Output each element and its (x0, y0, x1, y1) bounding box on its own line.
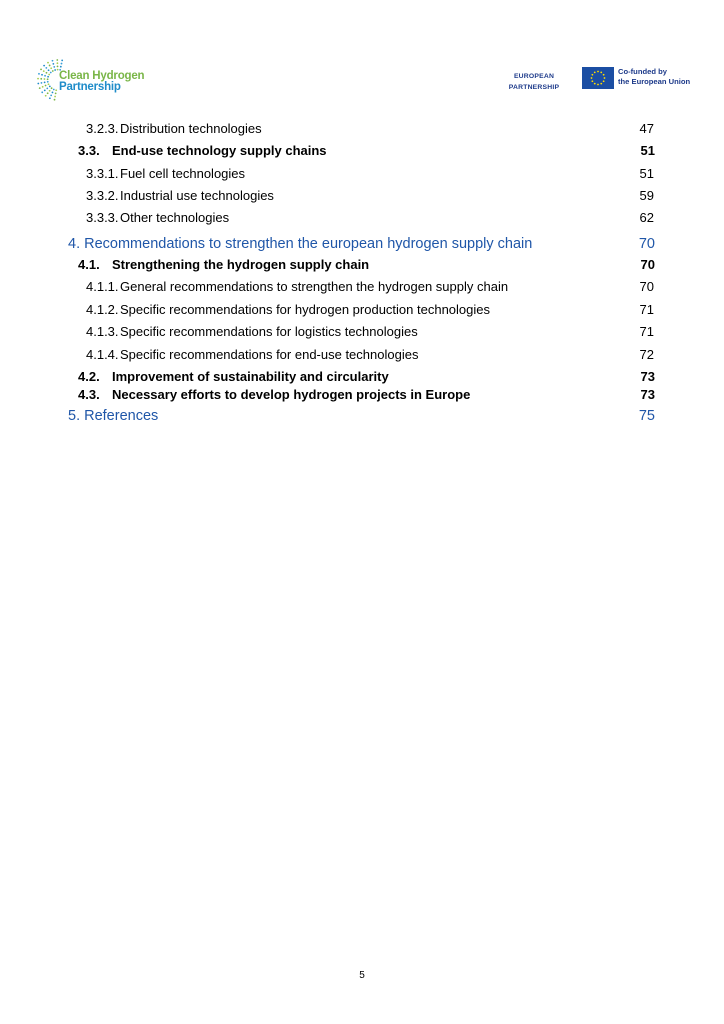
toc-entry-page: 47 (639, 121, 654, 136)
toc-entry-page: 71 (639, 302, 654, 317)
eu-line-2: the European Union (618, 77, 691, 86)
toc-entry-page: 73 (640, 369, 655, 384)
logo-wordmark (59, 71, 144, 93)
toc-entry-4-1-3[interactable] (0, 324, 724, 344)
eu-cofunded-label (618, 67, 690, 87)
toc-entry-number: 3.3. (78, 143, 100, 158)
toc-entry-4-2[interactable] (0, 369, 724, 389)
toc-entry-3-3-1[interactable] (0, 166, 724, 186)
toc-entry-3-3-3[interactable] (0, 210, 724, 230)
toc-entry-page: 70 (639, 279, 654, 294)
toc-entry-4-1-2[interactable] (0, 302, 724, 322)
toc-entry-page: 70 (638, 236, 655, 252)
toc-entry-3-3[interactable] (0, 143, 724, 163)
toc-section-title: 4. Recommendations to strengthen the european hydrogen supply chain (68, 236, 533, 252)
partnership-line-1: EUROPEAN (513, 73, 555, 80)
toc-entry-number: 3.2.3. (86, 121, 119, 136)
eu-flag-icon (582, 67, 614, 89)
toc-entry-title: Improvement of sustainability and circularity (112, 369, 389, 384)
clean-hydrogen-logo (36, 54, 156, 106)
page-header (0, 0, 724, 110)
toc-entry-number: 4.1.4. (86, 347, 119, 362)
toc-entry-number: 3.3.2. (86, 188, 119, 203)
toc-entry-title: Specific recommendations for end-use technologies (120, 347, 419, 362)
toc-entry-number: 4.3. (78, 387, 100, 402)
toc-entry-4[interactable] (0, 236, 724, 256)
toc-entry-title: Specific recommendations for hydrogen production technologies (120, 302, 490, 317)
page-number: 5 (359, 970, 365, 981)
toc-entry-title: Fuel cell technologies (120, 166, 246, 181)
toc-entry-4-1-1[interactable] (0, 279, 724, 299)
toc-entry-page: 51 (639, 166, 654, 181)
toc-entry-title: Strengthening the hydrogen supply chain (112, 257, 370, 272)
toc-entry-title: Specific recommendations for logistics technologies (120, 324, 418, 339)
toc-entry-page: 71 (639, 324, 654, 339)
toc-entry-title: Industrial use technologies (120, 188, 274, 203)
toc-entry-number: 4.1.2. (86, 302, 119, 317)
toc-entry-number: 3.3.1. (86, 166, 119, 181)
toc-entry-4-1[interactable] (0, 257, 724, 277)
toc-entry-number: 3.3.3. (86, 210, 119, 225)
toc-entry-page: 73 (640, 387, 655, 402)
toc-entry-title: General recommendations to strengthen the hydrogen supply chain (120, 279, 509, 294)
toc-entry-number: 4.1.3. (86, 324, 119, 339)
toc-entry-5[interactable] (0, 408, 724, 428)
toc-entry-title: Other technologies (120, 210, 230, 225)
toc-entry-3-2-3[interactable] (0, 121, 724, 141)
partnership-line-2: PARTNERSHIP (508, 84, 560, 91)
european-partnership-label (505, 71, 563, 93)
logo-line-2: Partnership (59, 81, 121, 93)
toc-entry-page: 62 (639, 210, 654, 225)
toc-entry-number: 4.1. (78, 257, 100, 272)
toc-entry-number: 4.1.1. (86, 279, 119, 294)
logo-line-1: Clean Hydrogen (59, 70, 145, 82)
toc-entry-4-1-4[interactable] (0, 347, 724, 367)
toc-entry-page: 59 (639, 188, 654, 203)
toc-entry-page: 72 (639, 347, 654, 362)
toc-entry-4-3[interactable] (0, 387, 724, 407)
toc-entry-title: Distribution technologies (120, 121, 262, 136)
toc-section-title: 5. References (68, 408, 159, 424)
toc-entry-page: 51 (640, 143, 655, 158)
toc-entry-3-3-2[interactable] (0, 188, 724, 208)
toc-entry-number: 4.2. (78, 369, 100, 384)
toc-entry-page: 70 (640, 257, 655, 272)
eu-line-1: Co-funded by (618, 67, 667, 76)
toc-entry-page: 75 (638, 408, 655, 424)
toc-entry-title: Necessary efforts to develop hydrogen projects in Europe (112, 387, 471, 402)
toc-entry-title: End-use technology supply chains (112, 143, 327, 158)
